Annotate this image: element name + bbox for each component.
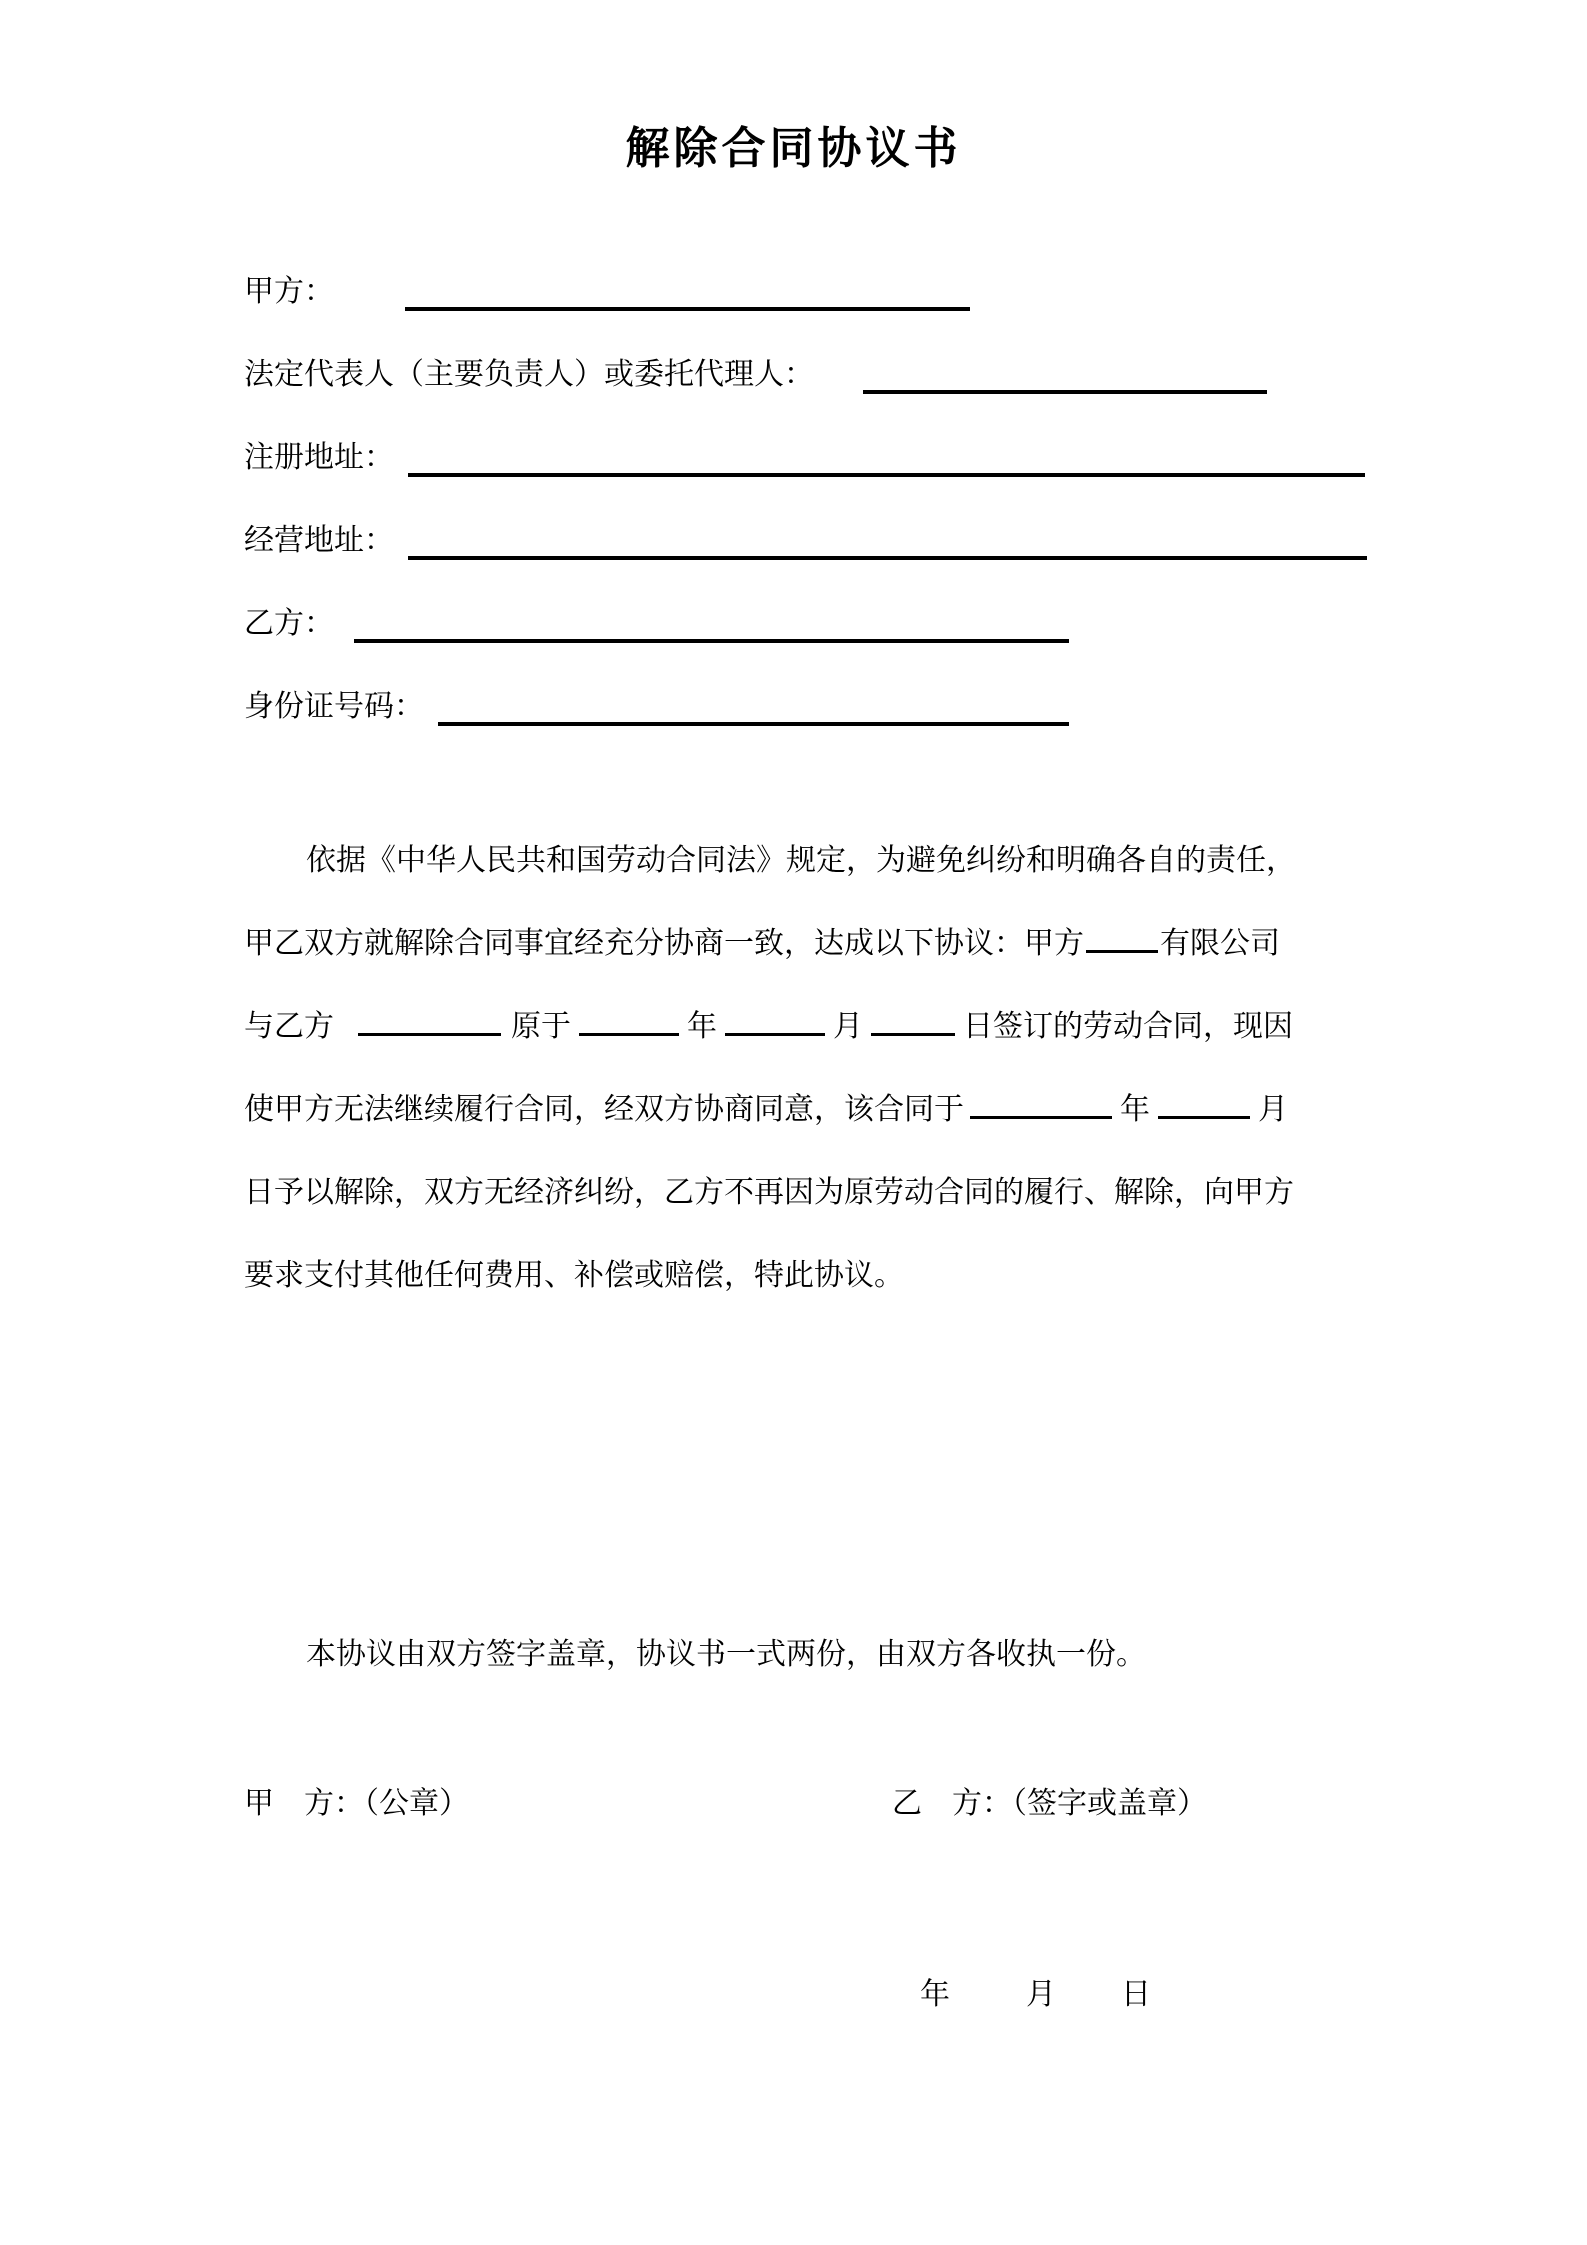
body-text: 使甲方无法继续履行合同，经双方协商同意，该合同于 xyxy=(244,1093,964,1126)
body-text: 年 xyxy=(1120,1093,1150,1126)
form-row-party-b xyxy=(244,582,1364,665)
closing-text: 本协议由双方签字盖章，协议书一式两份，由双方各收执一份。 xyxy=(306,1638,1146,1671)
body-text: 有限公司 xyxy=(1160,927,1280,960)
form-row-business-address xyxy=(244,499,1364,582)
id-number-label: 身份证号码： xyxy=(244,690,424,723)
body-text: 日予以解除，双方无经济纠纷，乙方不再因为原劳动合同的履行、解除，向甲方 xyxy=(244,1176,1294,1209)
body-text: 原于 xyxy=(511,1010,571,1043)
body-text: 依据《中华人民共和国劳动合同法》规定，为避免纠纷和明确各自的责任， xyxy=(306,844,1296,877)
party-b-blank-line xyxy=(354,639,1069,643)
body-text: 年 xyxy=(687,1010,717,1043)
party-b-name-blank xyxy=(358,1031,501,1036)
document-title: 解除合同协议书 xyxy=(625,124,962,173)
date-day-label: 日 xyxy=(1121,1978,1151,2011)
party-a-label: 甲方： xyxy=(244,275,334,308)
party-info-section xyxy=(244,250,1364,748)
contract-year-blank xyxy=(579,1031,679,1036)
business-address-blank-line xyxy=(408,556,1367,560)
signature-section xyxy=(244,1762,1366,1845)
party-a-signature-label: 甲 方：（公章） xyxy=(244,1787,469,1820)
closing-statement xyxy=(244,1613,1428,1696)
date-line xyxy=(244,1953,1366,2036)
date-year-label: 年 xyxy=(920,1978,950,2011)
body-text: 要求支付其他任何费用、补偿或赔偿，特此协议。 xyxy=(244,1259,904,1292)
form-row-legal-representative xyxy=(244,333,1364,416)
date-month-label: 月 xyxy=(1026,1978,1056,2011)
registered-address-label: 注册地址： xyxy=(244,441,394,474)
form-row-id-number xyxy=(244,665,1364,748)
id-number-blank-line xyxy=(438,722,1069,726)
body-line-4 xyxy=(244,1068,1366,1151)
body-text: 月 xyxy=(833,1010,863,1043)
company-name-blank xyxy=(1086,948,1158,953)
contract-day-blank xyxy=(871,1031,955,1036)
legal-representative-blank-line xyxy=(863,390,1267,394)
form-row-registered-address xyxy=(244,416,1364,499)
contract-month-blank xyxy=(725,1031,825,1036)
body-line-2 xyxy=(244,902,1366,985)
termination-year-blank xyxy=(970,1114,1112,1119)
agreement-body xyxy=(244,819,1366,1317)
business-address-label: 经营地址： xyxy=(244,524,394,557)
party-b-signature-label: 乙 方：（签字或盖章） xyxy=(892,1787,1207,1820)
body-text: 月 xyxy=(1258,1093,1288,1126)
body-line-3 xyxy=(244,985,1366,1068)
body-line-6 xyxy=(244,1234,1366,1317)
party-a-blank-line xyxy=(405,307,970,311)
registered-address-blank-line xyxy=(408,473,1365,477)
legal-representative-label: 法定代表人（主要负责人）或委托代理人： xyxy=(244,358,814,391)
body-text: 与乙方 xyxy=(244,1010,334,1043)
body-line-1 xyxy=(244,819,1366,902)
body-text: 甲乙双方就解除合同事宜经充分协商一致，达成以下协议：甲方 xyxy=(244,927,1084,960)
body-text: 日签订的劳动合同，现因 xyxy=(963,1010,1293,1043)
party-b-label: 乙方： xyxy=(244,607,334,640)
form-row-party-a xyxy=(244,250,1364,333)
termination-month-blank xyxy=(1158,1114,1250,1119)
body-line-5 xyxy=(244,1151,1366,1234)
